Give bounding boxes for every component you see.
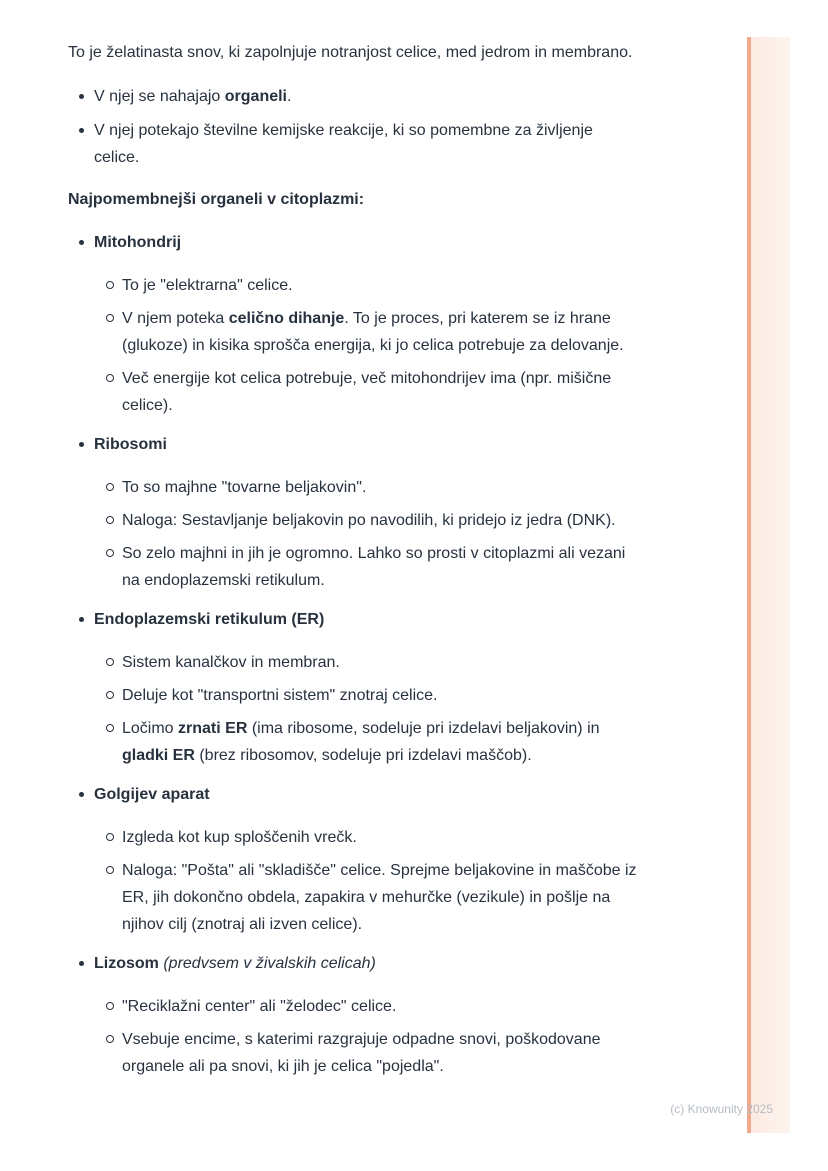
bullet-text <box>94 88 291 105</box>
organelle-list <box>68 229 638 1080</box>
bullet-text <box>122 479 366 496</box>
sub-bullet-item <box>94 1026 638 1080</box>
text-segment: Več energije kot celica potrebuje, več mitohondrijev ima (npr. mišične celice). <box>122 370 612 414</box>
sub-bullet-item <box>94 824 638 851</box>
sub-bullet-item <box>94 474 638 501</box>
text-segment: "Reciklažni center" ali "želodec" celice. <box>122 998 397 1015</box>
organelle-points-list <box>94 474 638 594</box>
bullet-item <box>68 117 638 171</box>
organelle-item <box>68 781 638 938</box>
bold-text: Mitohondrij <box>94 234 182 251</box>
bold-text: Ribosomi <box>94 436 167 453</box>
organelle-points-list <box>94 993 638 1080</box>
organelle-item <box>68 229 638 419</box>
text-segment: V njej se nahajajo <box>94 88 225 105</box>
text-segment: . <box>287 88 292 105</box>
text-segment: Naloga: "Pošta" ali "skladišče" celice. Sprejme beljakovine in maščobe iz ER, jih dokončno obdela, zapakira v mehurčke (vezikule) in pošlje na njihov cilj (znotraj ali izven celice). <box>122 862 637 933</box>
bullet-text <box>122 654 340 671</box>
organelle-item <box>68 606 638 769</box>
bullet-text <box>94 122 593 166</box>
text-segment: Sistem kanalčkov in membran. <box>122 654 340 671</box>
sub-bullet-item <box>94 715 638 769</box>
bold-text: Endoplazemski retikulum (ER) <box>94 611 325 628</box>
circle-bullet-icon <box>106 549 114 557</box>
circle-bullet-icon <box>106 1035 114 1043</box>
organelle-item <box>68 431 638 594</box>
bullet-text <box>122 687 437 704</box>
bullet-text <box>122 512 616 529</box>
bullet-text <box>122 277 293 294</box>
bullet-item <box>68 83 638 110</box>
circle-bullet-icon <box>106 281 114 289</box>
bullet-text <box>122 310 624 354</box>
circle-bullet-icon <box>106 724 114 732</box>
bold-text: zrnati ER <box>178 720 248 737</box>
disc-bullet-icon <box>79 94 84 99</box>
circle-bullet-icon <box>106 516 114 524</box>
sub-bullet-item <box>94 305 638 359</box>
circle-bullet-icon <box>106 658 114 666</box>
disc-bullet-icon <box>79 961 84 966</box>
circle-bullet-icon <box>106 866 114 874</box>
organelle-points-list <box>94 649 638 769</box>
text-segment: Naloga: Sestavljanje beljakovin po navodilih, ki pridejo iz jedra (DNK). <box>122 512 616 529</box>
circle-bullet-icon <box>106 314 114 322</box>
bold-text: celično dihanje <box>228 310 345 327</box>
page-edge-stripe <box>747 37 790 1133</box>
bullet-text <box>94 234 181 251</box>
bullet-text <box>122 829 357 846</box>
sub-bullet-item <box>94 272 638 299</box>
bullet-text <box>94 611 324 628</box>
disc-bullet-icon <box>79 792 84 797</box>
italic-text: (predvsem v živalskih celicah) <box>163 955 376 972</box>
disc-bullet-icon <box>79 240 84 245</box>
bullet-text <box>122 1031 601 1075</box>
text-segment: So zelo majhni in jih je ogromno. Lahko so prosti v citoplazmi ali vezani na endoplazemski retikulum. <box>122 545 626 589</box>
text-segment: V njej potekajo številne kemijske reakcije, ki so pomembne za življenje celice. <box>94 122 593 166</box>
text-segment: To so majhne "tovarne beljakovin". <box>122 479 367 496</box>
circle-bullet-icon <box>106 833 114 841</box>
text-segment: . To je proces, pri katerem se iz hrane (glukoze) in kisika sprošča energija, ki jo celica potrebuje za delovanje. <box>122 310 624 354</box>
text-segment: Deluje kot "transportni sistem" znotraj celice. <box>122 687 438 704</box>
bullet-text <box>94 786 210 803</box>
bold-text: gladki ER <box>122 747 195 764</box>
sub-bullet-item <box>94 507 638 534</box>
bold-text: Lizosom <box>94 955 159 972</box>
sub-bullet-item <box>94 857 638 938</box>
organelle-item <box>68 950 638 1080</box>
bullet-text <box>122 862 637 933</box>
text-segment: V njem poteka <box>122 310 229 327</box>
sub-bullet-item <box>94 993 638 1020</box>
text-segment: Ločimo <box>122 720 179 737</box>
sub-bullet-item <box>94 649 638 676</box>
intro-bullet-list <box>68 83 638 171</box>
section-heading: Najpomembnejši organeli v citoplazmi: <box>68 191 365 208</box>
bold-text: organeli <box>224 88 287 105</box>
text-segment: Vsebuje encime, s katerimi razgrajuje odpadne snovi, poškodovane organele ali pa snovi, ki jih je celica "pojedla". <box>122 1031 601 1075</box>
text-segment: To je "elektrarna" celice. <box>122 277 293 294</box>
text-segment: (brez ribosomov, sodeluje pri izdelavi maščob). <box>194 747 532 764</box>
circle-bullet-icon <box>106 483 114 491</box>
sub-bullet-item <box>94 540 638 594</box>
bullet-text <box>94 436 167 453</box>
text-segment: Izgleda kot kup sploščenih vrečk. <box>122 829 357 846</box>
bullet-text <box>122 998 396 1015</box>
disc-bullet-icon <box>79 128 84 133</box>
organelle-points-list <box>94 824 638 938</box>
bullet-text <box>122 545 625 589</box>
circle-bullet-icon <box>106 1002 114 1010</box>
bullet-text <box>122 370 611 414</box>
sub-bullet-item <box>94 365 638 419</box>
disc-bullet-icon <box>79 442 84 447</box>
notes-content <box>68 38 638 1080</box>
organelle-points-list <box>94 272 638 419</box>
copyright-watermark: (c) Knowunity 2025 <box>670 1102 773 1116</box>
disc-bullet-icon <box>79 617 84 622</box>
intro-paragraph: To je želatinasta snov, ki zapolnjuje notranjost celice, med jedrom in membrano. <box>68 44 633 61</box>
circle-bullet-icon <box>106 691 114 699</box>
bullet-text <box>122 720 600 764</box>
sub-bullet-item <box>94 682 638 709</box>
bullet-text <box>94 955 376 972</box>
circle-bullet-icon <box>106 374 114 382</box>
text-segment: (ima ribosome, sodeluje pri izdelavi beljakovin) in <box>247 720 600 737</box>
bold-text: Golgijev aparat <box>94 786 210 803</box>
